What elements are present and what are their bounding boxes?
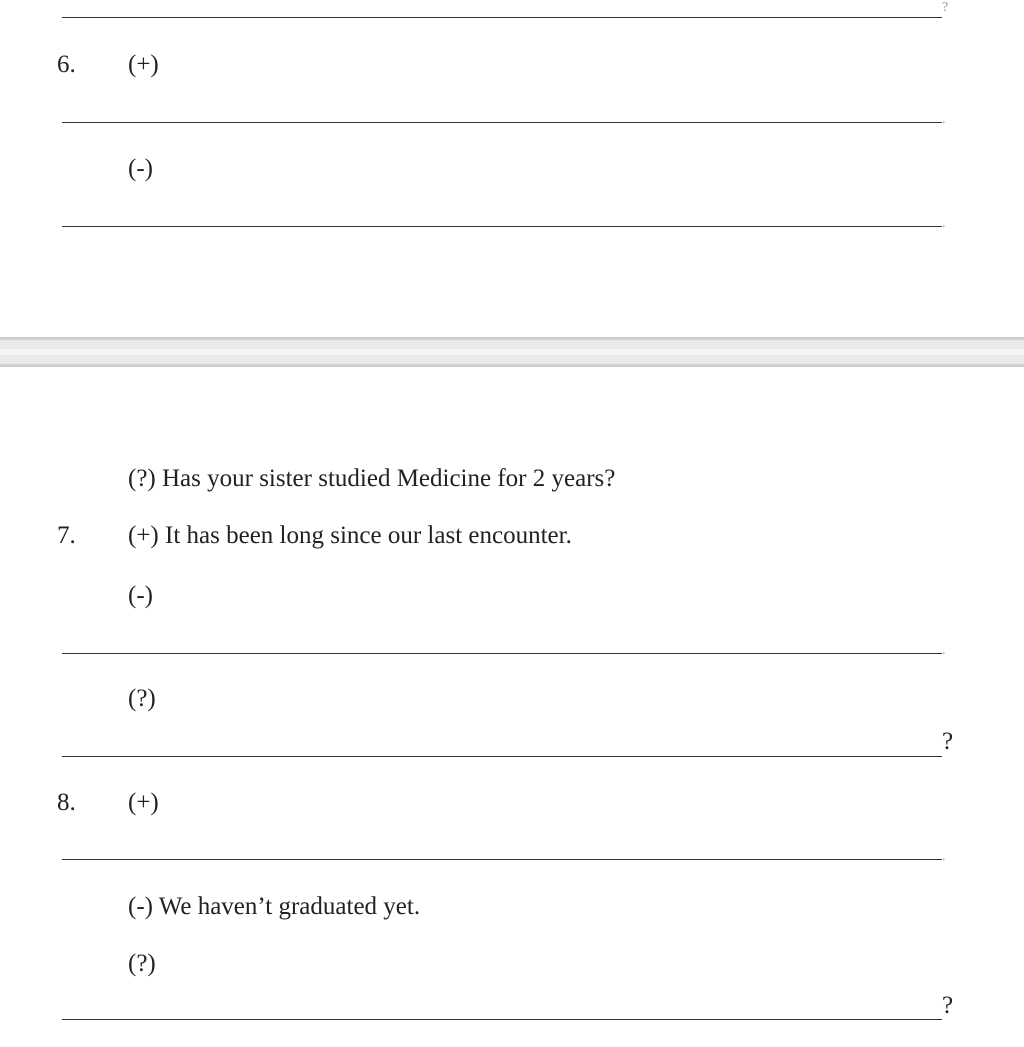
item-6-negative-label: (-) bbox=[128, 155, 153, 182]
answer-line bbox=[62, 17, 942, 18]
answer-line-punct: . bbox=[942, 849, 946, 864]
item-8-number: 8. bbox=[57, 789, 76, 816]
answer-line-punct: ? bbox=[942, 728, 954, 755]
item-8-question-label: (?) bbox=[128, 950, 156, 977]
answer-line bbox=[62, 122, 942, 123]
item-7-question-label: (?) bbox=[128, 685, 156, 712]
answer-line bbox=[62, 1019, 942, 1020]
item-6-positive-label: (+) bbox=[128, 51, 159, 78]
answer-line bbox=[62, 756, 942, 757]
item-7-positive-text: (+) It has been long since our last encounter. bbox=[128, 522, 572, 549]
item-7-negative-label: (-) bbox=[128, 582, 153, 609]
answer-line-punct: . bbox=[942, 643, 946, 658]
answer-line-punct: . bbox=[942, 216, 946, 231]
answer-line-punct: ? bbox=[942, 992, 954, 1019]
answer-line bbox=[62, 859, 942, 860]
answer-line-punct: . bbox=[942, 112, 946, 127]
page-break-inner bbox=[0, 349, 1024, 355]
answer-line bbox=[62, 653, 942, 654]
item-8-negative-text: (-) We haven’t graduated yet. bbox=[128, 893, 421, 920]
item-7-number: 7. bbox=[57, 522, 76, 549]
answer-line-punct: ? bbox=[942, 0, 949, 15]
prev-question-text: (?) Has your sister studied Medicine for 2 years? bbox=[128, 465, 616, 492]
answer-line bbox=[62, 226, 942, 227]
item-6-number: 6. bbox=[57, 51, 76, 78]
item-8-positive-label: (+) bbox=[128, 789, 159, 816]
page-break bbox=[0, 337, 1024, 367]
